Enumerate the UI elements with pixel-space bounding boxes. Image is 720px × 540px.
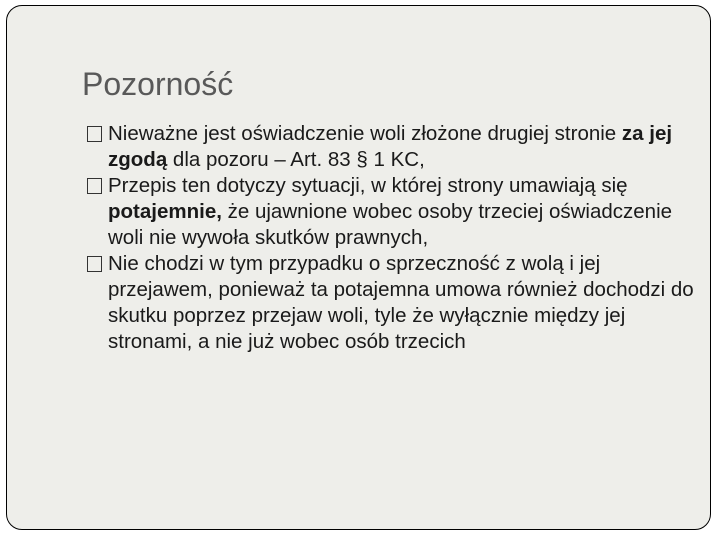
bullet-item: [87, 173, 707, 251]
box-bullet-icon: [87, 256, 102, 272]
bullet-item: [87, 121, 707, 173]
bullet-item: [87, 251, 707, 355]
box-bullet-icon: [87, 178, 102, 194]
bullet-list: [87, 121, 707, 355]
bullet-text-bold: potajemnie,: [108, 200, 222, 223]
bullet-text-segment: Nie chodzi w tym przypadku o sprzeczność z wolą i jej przejawem, ponieważ ta potajemna umowa również dochodzi do skutku poprzez przejaw woli, tyle że wyłącznie między jej stronami, a nie już wobec osób trzecich: [108, 252, 694, 353]
bullet-text-segment: dla pozoru – Art. 83 § 1 KC,: [167, 148, 425, 171]
slide-title: Pozorność: [82, 66, 234, 102]
bullet-text-bold: za jej zgodą: [108, 122, 673, 171]
bullet-text-segment: Przepis ten dotyczy sytuacji, w której strony umawiają się: [108, 174, 628, 197]
box-bullet-icon: [87, 126, 102, 142]
bullet-text-segment: Nieważne jest oświadczenie woli złożone drugiej stronie: [108, 122, 622, 145]
slide: [6, 5, 711, 530]
bullet-text-segment: że ujawnione wobec osoby trzeciej oświadczenie woli nie wywoła skutków prawnych,: [108, 200, 673, 249]
